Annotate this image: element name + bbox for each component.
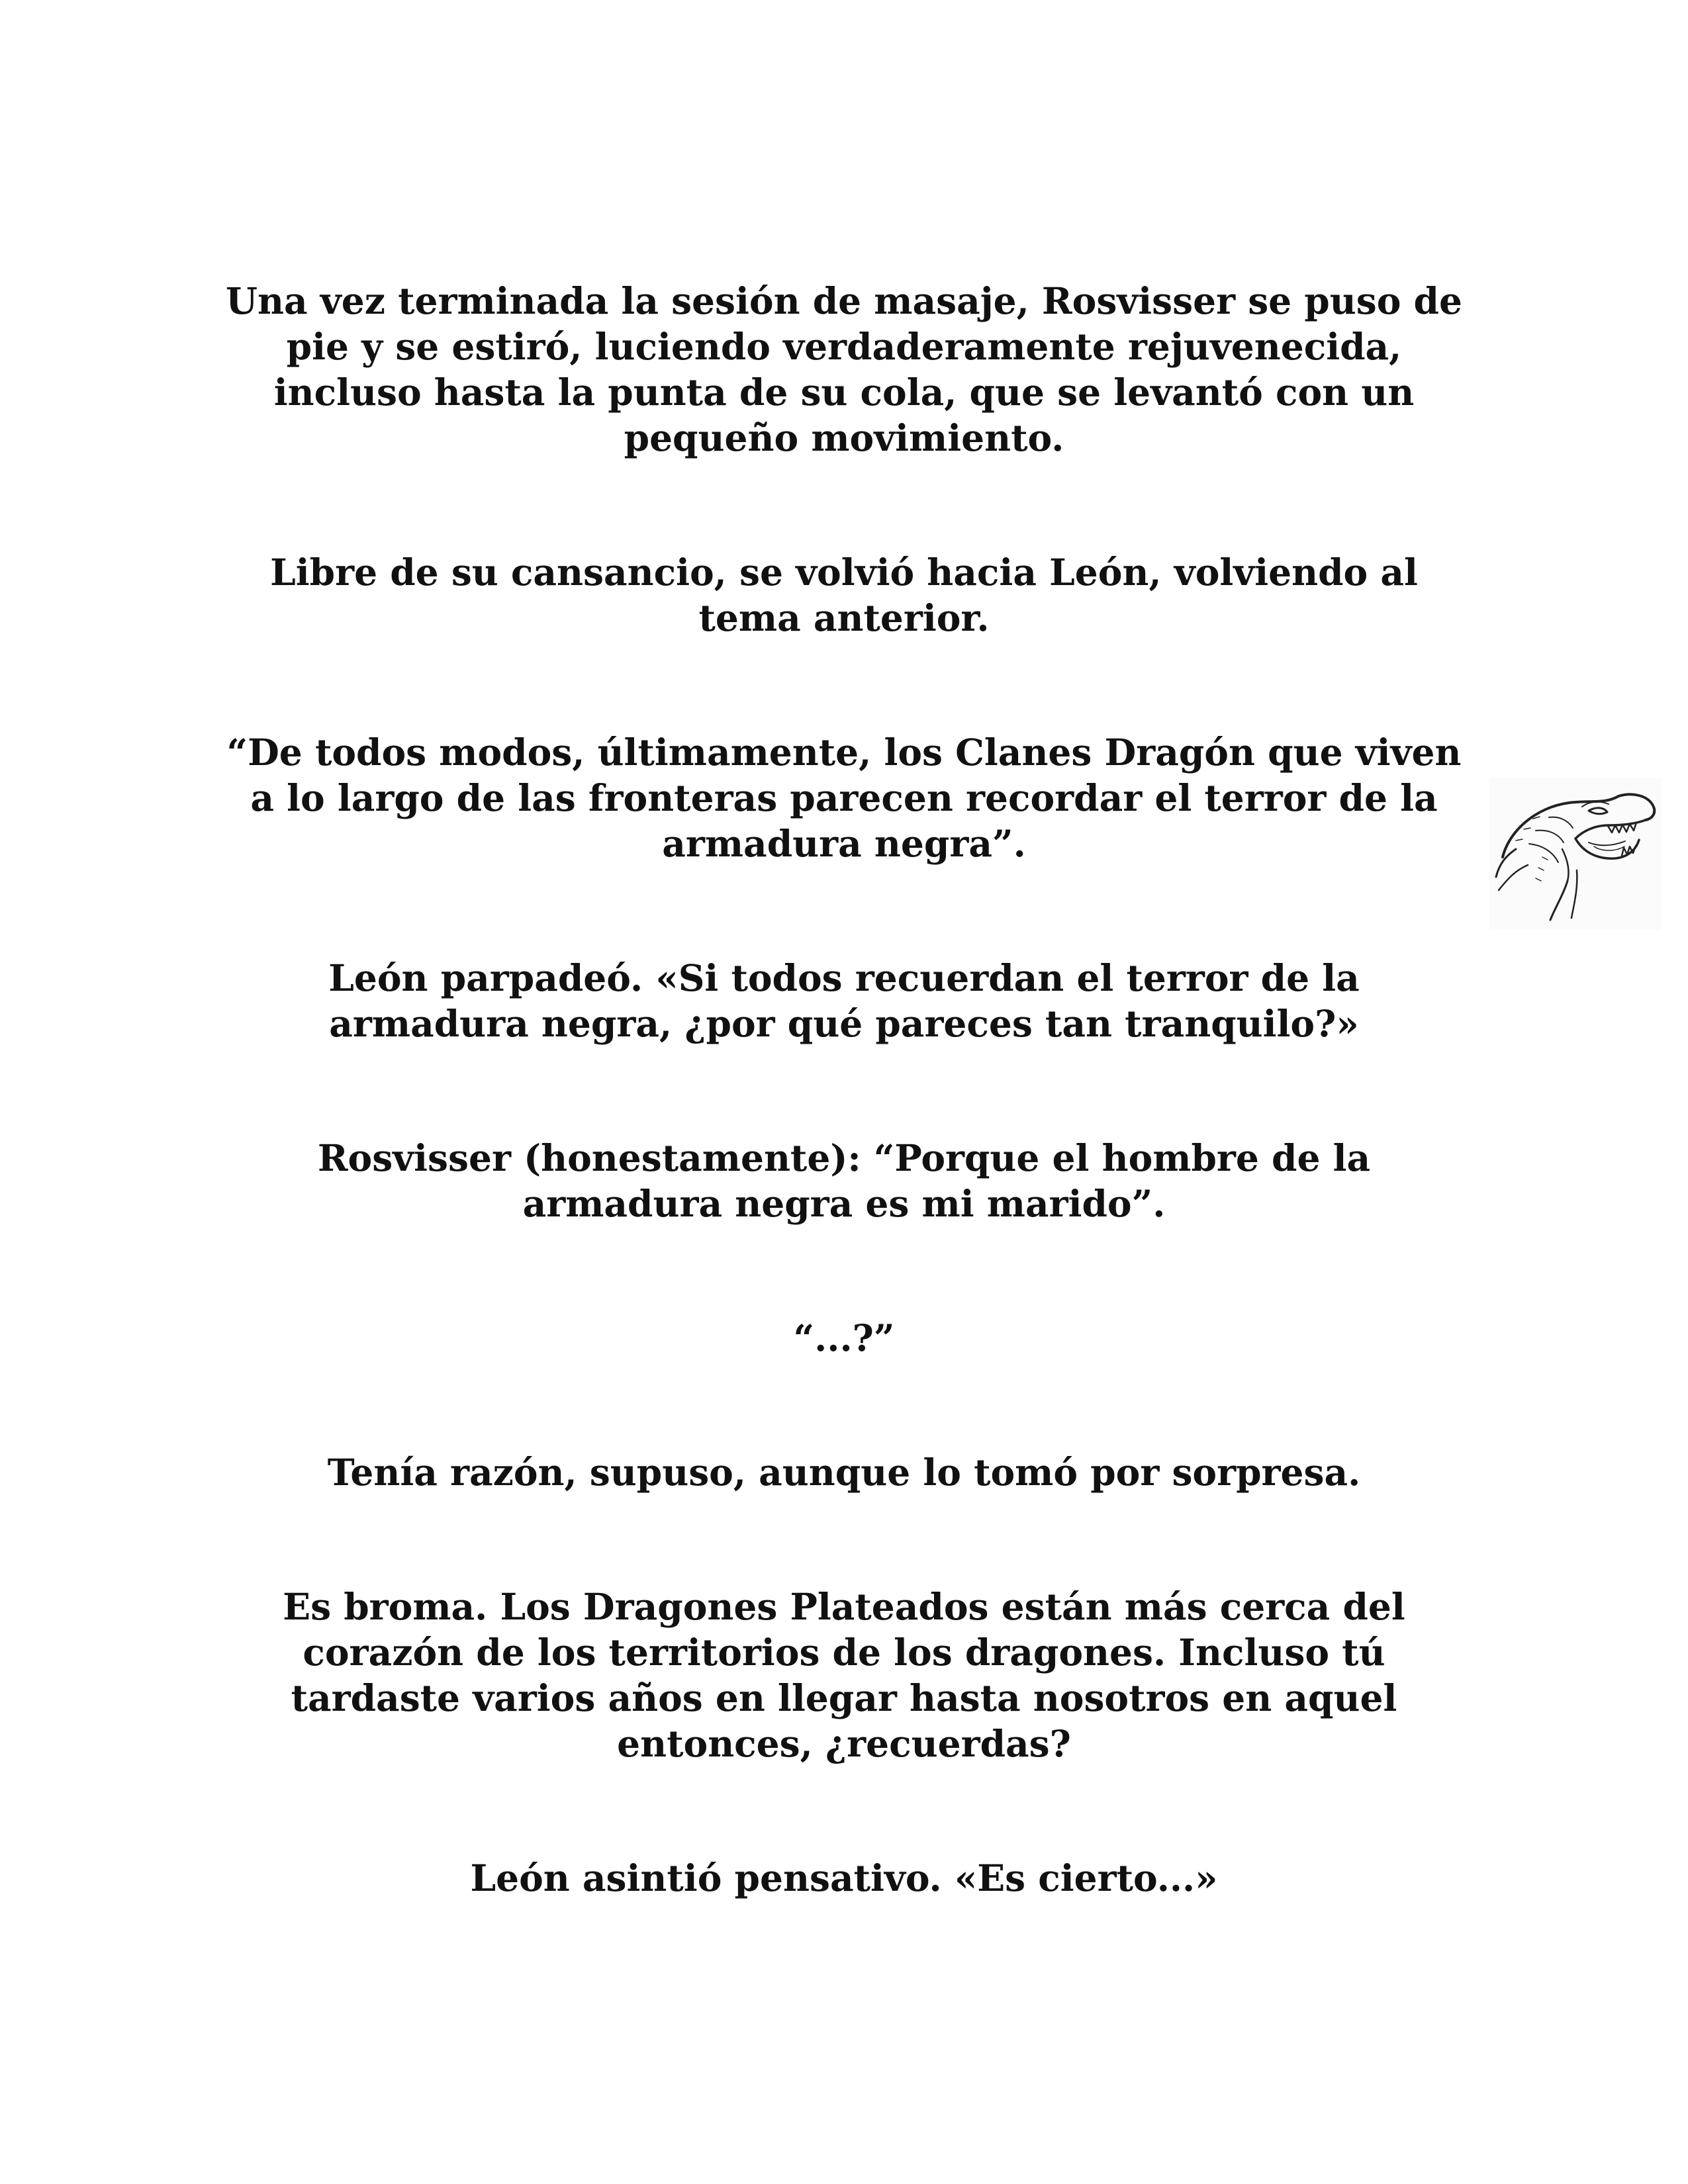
paragraph-ellipsis-question: “...?” xyxy=(793,1316,895,1359)
dragon-head-sketch-icon xyxy=(1489,778,1662,930)
paragraph-just-kidding: Es broma. Los Dragones Plateados están más cerca del corazón de los territorios de los dragones. Incluso tú tardaste varios años en llegar hasta nosotros en aquel entonces, ¿recuerdas? xyxy=(283,1585,1405,1765)
paragraph-rosvisser-husband: Rosvisser (honestamente): “Porque el hombre de la armadura negra es mi marido”. xyxy=(317,1136,1371,1225)
story-text xyxy=(225,278,1463,1989)
paragraph-dragon-clans: “De todos modos, últimamente, los Clanes Dragón que viven a lo largo de las fronteras parecen recordar el terror de la armadura negra”. xyxy=(226,731,1462,865)
paragraph-leon-blinked: León parpadeó. «Si todos recuerdan el terror de la armadura negra, ¿por qué pareces tan tranquilo?» xyxy=(328,956,1360,1045)
paragraph-massage-ended: Una vez terminada la sesión de masaje, Rosvisser se puso de pie y se estiró, luciendo verdaderamente rejuvenecida, incluso hasta la punta de su cola, que se levantó con un pequeño movimiento. xyxy=(226,279,1462,459)
paragraph-she-was-right: Tenía razón, supuso, aunque lo tomó por sorpresa. xyxy=(327,1451,1361,1494)
paragraph-turned-to-leon: Libre de su cansancio, se volvió hacia León, volviendo al tema anterior. xyxy=(270,551,1418,639)
paragraph-leon-nodded: León asintió pensativo. «Es cierto...» xyxy=(470,1856,1218,1899)
